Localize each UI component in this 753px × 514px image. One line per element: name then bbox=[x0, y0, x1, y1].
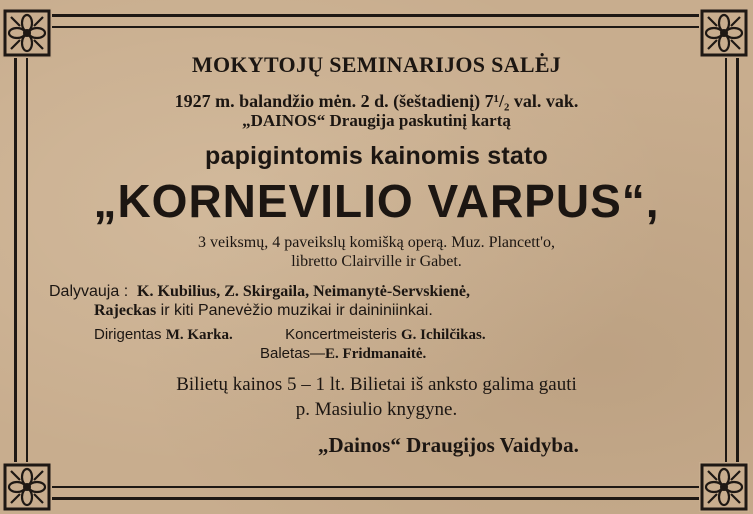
corner-ornament-bottom-left bbox=[2, 462, 52, 512]
signature-line: „Dainos“ Draugijos Vaidyba. bbox=[318, 433, 579, 457]
concertmaster-label: Koncertmeisteris bbox=[285, 326, 397, 343]
tickets-line-2: p. Masiulio knygyne. bbox=[295, 399, 458, 420]
date-line: 1927 m. balandžio mėn. 2 d. (šeštadienį) 7¹/₂ val. vak. bbox=[174, 91, 579, 111]
last-time-line: „DAINOS“ Draugija paskutinį kartą bbox=[242, 111, 511, 130]
reduced-prices-line: papigintomis kainomis stato bbox=[205, 142, 548, 170]
opera-title: „KORNEVILIO VARPUS“, bbox=[93, 175, 660, 227]
performers-others: ir kiti Panevėžio muzikai ir daininiinkai. bbox=[156, 302, 433, 319]
ballet-label: Baletas— bbox=[260, 345, 326, 362]
ballet-name: E. Fridmanaitė. bbox=[325, 346, 427, 362]
performers-line-1 bbox=[49, 283, 470, 301]
performers-label: Dalyvauja : bbox=[49, 283, 129, 300]
floral-ornament-icon bbox=[2, 462, 52, 512]
floral-ornament-icon bbox=[699, 8, 749, 58]
venue-heading: MOKYTOJŲ SEMINARIJOS SALĖJ bbox=[191, 52, 562, 77]
conductor-label: Dirigentas bbox=[94, 326, 162, 343]
corner-ornament-top-right bbox=[699, 8, 749, 58]
corner-ornament-top-left bbox=[2, 8, 52, 58]
performers-names-1: K. Kubilius, Z. Skirgaila, Neimanytė-Servskienė, bbox=[137, 283, 470, 300]
conductor-line bbox=[94, 326, 486, 344]
tickets-line-1: Bilietų kainos 5 – 1 lt. Bilietai iš anksto galima gauti bbox=[176, 374, 577, 395]
description-line-1: 3 veiksmų, 4 paveikslų komišką operą. Muz. Plancett'o, bbox=[197, 234, 556, 251]
performer-rajeckas: Rajeckas bbox=[94, 302, 157, 319]
floral-ornament-icon bbox=[699, 462, 749, 512]
concertmaster-name: G. Ichilčikas. bbox=[401, 327, 486, 343]
conductor-name: M. Karka. bbox=[165, 327, 233, 343]
description-line-2: libretto Clairville ir Gabet. bbox=[291, 253, 462, 270]
performers-line-2 bbox=[94, 302, 433, 320]
ballet-line bbox=[260, 345, 426, 363]
floral-ornament-icon bbox=[2, 8, 52, 58]
corner-ornament-bottom-right bbox=[699, 462, 749, 512]
